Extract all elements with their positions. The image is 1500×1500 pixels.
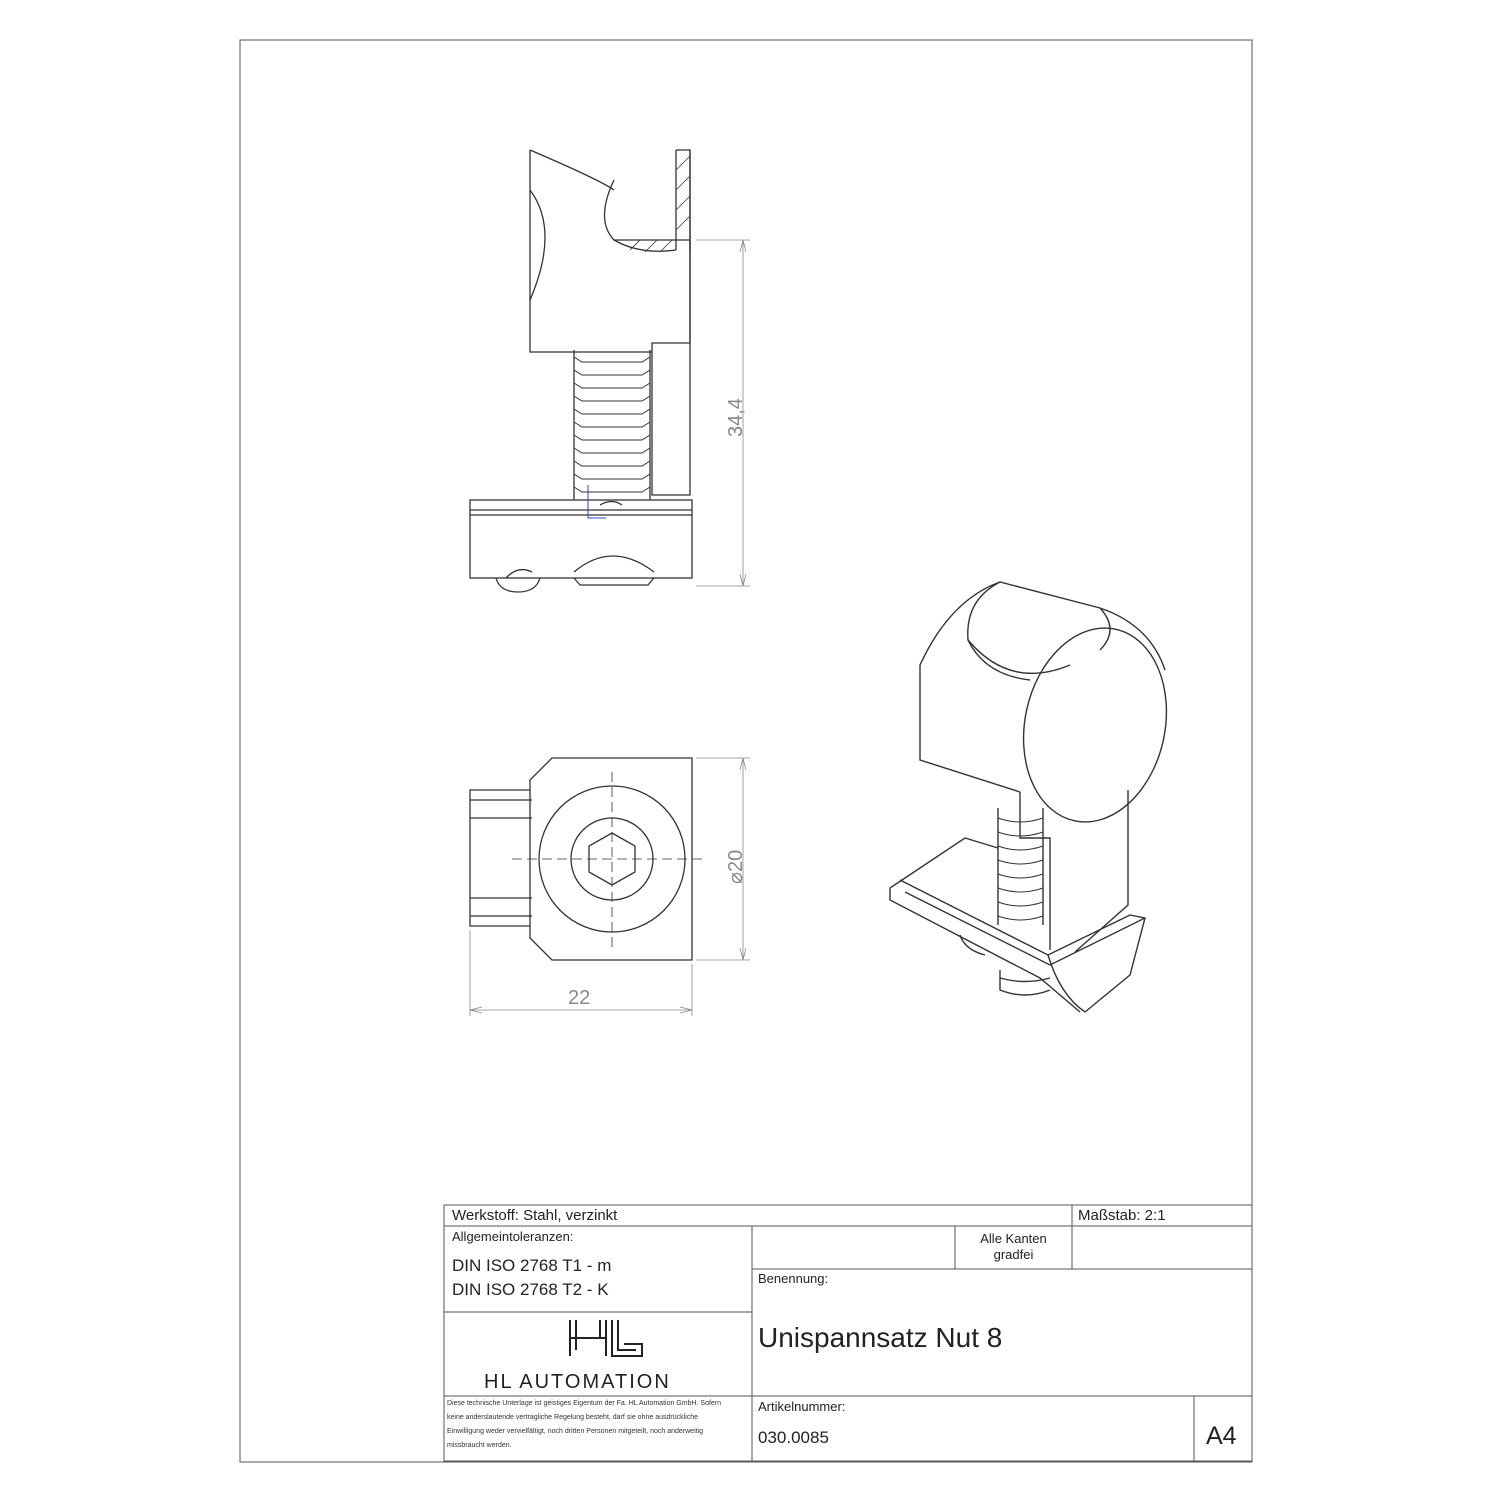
edges-line-1: Alle Kanten xyxy=(980,1231,1047,1246)
disclaimer-line-4: missbraucht werden. xyxy=(447,1442,512,1449)
dimension-diameter-label: ⌀20 xyxy=(725,849,747,884)
edges-line-2: gradfei xyxy=(993,1247,1034,1262)
disclaimer-line-1: Diese technische Unterlage ist geistiges Eigentum der Fa. HL Automation GmbH. Sofern xyxy=(447,1400,722,1407)
top-view-centerlines xyxy=(512,772,702,952)
material-text: Werkstoff: Stahl, verzinkt xyxy=(452,1207,618,1224)
dimension-height-label: 34,4 xyxy=(725,398,747,437)
name-label: Benennung: xyxy=(758,1271,829,1286)
dimension-width-label: 22 xyxy=(568,987,591,1009)
sheet-frame xyxy=(240,40,1252,1462)
sheet-format: A4 xyxy=(1206,1422,1237,1450)
tolerances-label: Allgemeintoleranzen: xyxy=(452,1229,574,1244)
side-view xyxy=(470,150,692,592)
article-number: 030.0085 xyxy=(758,1428,829,1447)
tolerance-2: DIN ISO 2768 T2 - K xyxy=(452,1280,609,1299)
side-view-accent xyxy=(588,485,606,518)
disclaimer-line-2: keine anderslautende vertragliche Regelung besteht, darf sie ohne ausdrückliche xyxy=(447,1414,698,1421)
scale-text: Maßstab: 2:1 xyxy=(1078,1207,1166,1224)
company-name: HL AUTOMATION xyxy=(484,1371,671,1393)
isometric-view xyxy=(890,582,1184,1012)
hl-logo xyxy=(570,1320,642,1356)
tolerance-1: DIN ISO 2768 T1 - m xyxy=(452,1256,612,1275)
part-name: Unispannsatz Nut 8 xyxy=(758,1322,1003,1353)
disclaimer-line-3: Einwilligung weder vervielfältigt, noch dritten Personen mitgeteilt, noch anderweitig xyxy=(447,1428,704,1435)
article-label: Artikelnummer: xyxy=(758,1399,846,1414)
